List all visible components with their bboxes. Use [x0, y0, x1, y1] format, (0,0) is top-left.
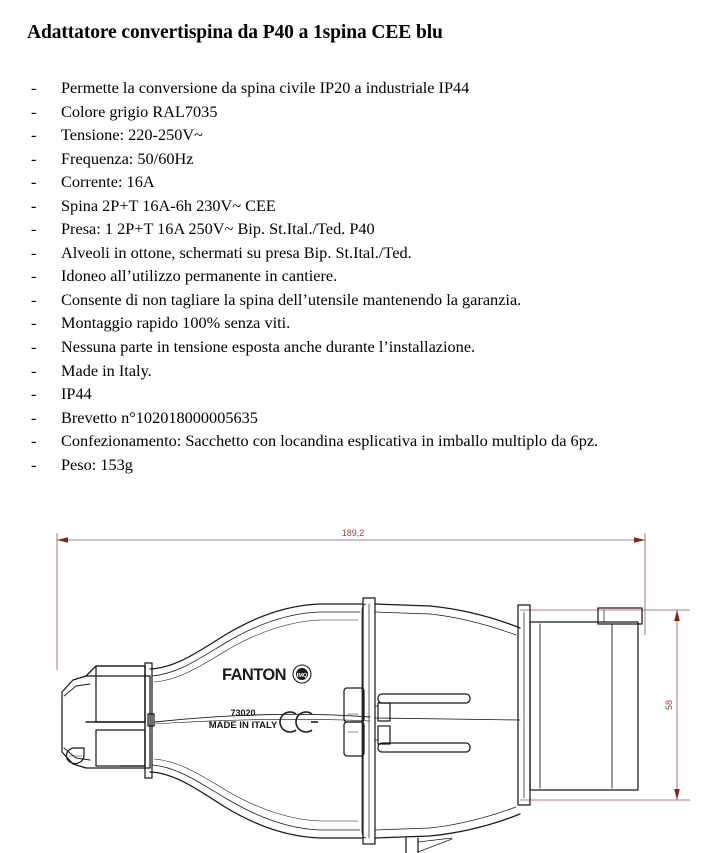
- list-item: [28, 76, 708, 100]
- list-item-text: Consente di non tagliare la spina dell’utensile mantenendo la garanzia.: [61, 289, 522, 309]
- contact-blade-lower: [378, 743, 470, 752]
- arrowhead-right: [634, 537, 645, 543]
- bullet-marker: -: [31, 125, 37, 145]
- arrowhead-bottom: [674, 789, 680, 800]
- part-number-text: 73020: [230, 708, 256, 718]
- list-item-text: Frequenza: 50/60Hz: [61, 148, 194, 168]
- barrel-transition-lower: [375, 814, 520, 838]
- list-item-text: IP44: [61, 384, 92, 404]
- list-item-text: Spina 2P+T 16A-6h 230V~ CEE: [61, 195, 276, 215]
- list-item: [28, 241, 708, 265]
- imq-certification-icon: [293, 665, 311, 683]
- origin-text: MADE IN ITALY: [208, 720, 278, 731]
- product-outline: [62, 598, 642, 853]
- list-item-text: Idoneo all’utilizzo permanente in cantiere.: [61, 266, 338, 286]
- bullet-marker: -: [31, 148, 37, 168]
- bullet-marker: -: [31, 266, 37, 286]
- dimension-label-length: 189,2: [341, 528, 365, 538]
- bottom-retaining-tab: [406, 838, 418, 853]
- bullet-marker: -: [31, 454, 37, 474]
- plug-barrel: [530, 622, 638, 790]
- socket-housing-top-panel: [86, 666, 145, 722]
- technical-drawing: [0, 500, 725, 853]
- list-item: [28, 123, 708, 147]
- ce-mark-icon: [280, 712, 318, 732]
- list-item-text: Tensione: 220-250V~: [61, 125, 203, 145]
- list-item-text: Brevetto n°102018000005635: [61, 407, 258, 427]
- bullet-marker: -: [31, 172, 37, 192]
- list-item: [28, 382, 708, 406]
- list-item: [28, 288, 708, 312]
- list-item-text: Alveoli in ottone, schermati su presa Bip. St.Ital./Ted.: [61, 242, 412, 262]
- list-item-text: Montaggio rapido 100% senza viti.: [61, 313, 291, 333]
- brand-logo-text: FANTON: [222, 666, 286, 684]
- list-item-text: Made in Italy.: [61, 360, 152, 380]
- specification-list: [28, 76, 708, 476]
- body-lower-profile: [150, 772, 363, 838]
- barrel-transition-upper: [375, 604, 520, 628]
- barrel-transition-lower-inner: [375, 807, 516, 830]
- terminal-bracket-lower: [344, 722, 364, 756]
- body-lower-inner-2: [154, 759, 358, 821]
- bottom-tab-chamfer: [418, 838, 452, 852]
- list-item-text: Peso: 153g: [61, 454, 133, 474]
- list-item-text: Colore grigio RAL7035: [61, 101, 218, 121]
- svg-text:IMQ: IMQ: [296, 673, 308, 679]
- socket-housing-bottom-panel: [86, 722, 145, 766]
- bullet-marker: -: [31, 337, 37, 357]
- list-item: [28, 453, 708, 477]
- list-item: [28, 170, 708, 194]
- contact-blade-upper: [378, 694, 470, 703]
- list-item-text: Corrente: 16A: [61, 172, 155, 192]
- bullet-marker: -: [31, 384, 37, 404]
- body-markings: [209, 665, 318, 732]
- page-title: Adattatore convertispina da P40 a 1spina CEE blu: [27, 22, 443, 43]
- bullet-marker: -: [31, 407, 37, 427]
- list-item-text: Nessuna parte in tensione esposta anche durante l’installazione.: [61, 337, 476, 357]
- list-item: [28, 264, 708, 288]
- terminal-bracket-upper: [344, 688, 364, 722]
- bullet-marker: -: [31, 101, 37, 121]
- list-item: [28, 335, 708, 359]
- bullet-marker: -: [31, 195, 37, 215]
- list-item-text: Presa: 1 2P+T 16A 250V~ Bip. St.Ital./Ted. P40: [61, 219, 375, 239]
- bullet-marker: -: [31, 289, 37, 309]
- list-item: [28, 217, 708, 241]
- bullet-marker: -: [31, 360, 37, 380]
- body-upper-profile: [150, 604, 363, 669]
- arrowhead-top: [674, 610, 680, 621]
- arrowhead-left: [57, 537, 68, 543]
- bullet-marker: -: [31, 431, 37, 451]
- barrel-centre-line: [375, 718, 520, 720]
- list-item: [28, 429, 708, 453]
- list-item: [28, 311, 708, 335]
- barrel-transition-upper-inner: [375, 612, 516, 635]
- list-item: [28, 359, 708, 383]
- list-item-text: Confezionamento: Sacchetto con locandina esplicativa in imballo multiplo da 6pz.: [61, 431, 599, 451]
- list-item: [28, 406, 708, 430]
- socket-side-notch: [148, 714, 154, 726]
- socket-front-panel: [96, 666, 145, 722]
- bullet-marker: -: [31, 242, 37, 262]
- blade-support-lower: [378, 726, 390, 744]
- body-lower-inner-1: [152, 765, 360, 830]
- bullet-marker: -: [31, 313, 37, 333]
- socket-lower-panel: [96, 730, 145, 766]
- list-item-text: Permette la conversione da spina civile IP20 a industriale IP44: [61, 78, 470, 97]
- list-item: [28, 147, 708, 171]
- bullet-marker: -: [31, 78, 37, 97]
- dimension-label-height: 58: [664, 699, 674, 711]
- list-item: [28, 100, 708, 124]
- list-item: [28, 194, 708, 218]
- bullet-marker: -: [31, 219, 37, 239]
